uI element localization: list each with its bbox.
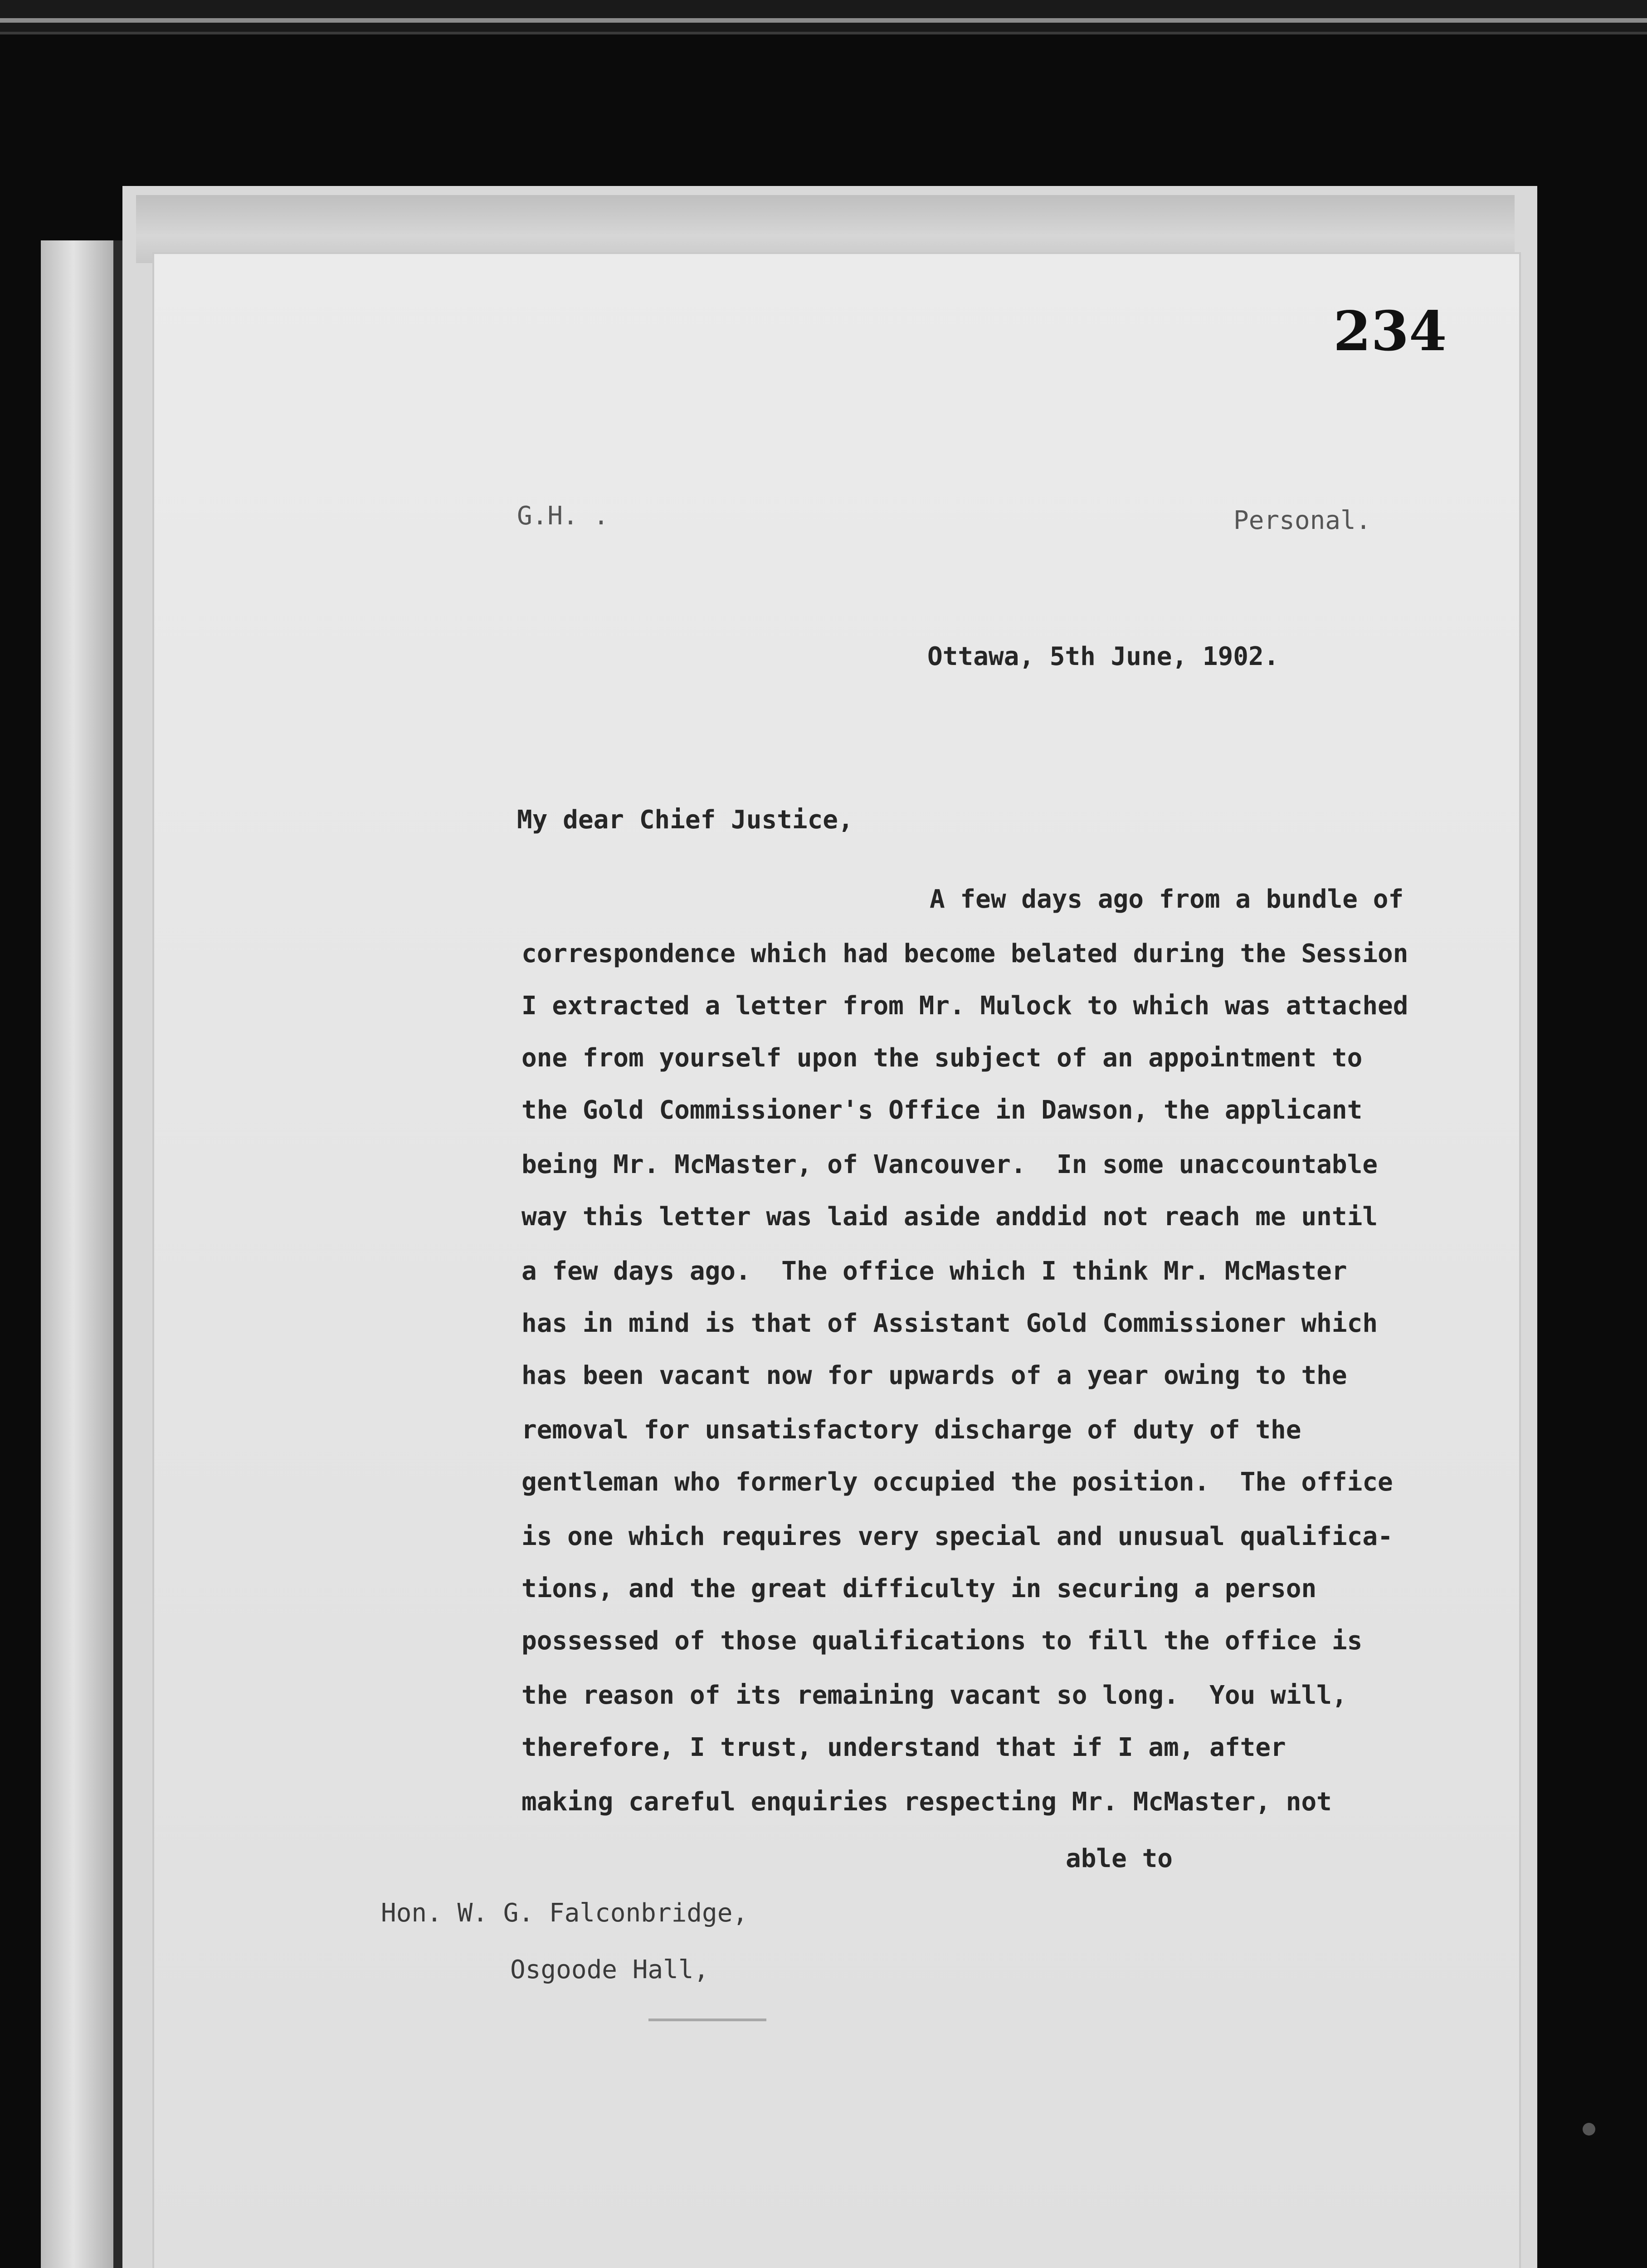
page-fold [136,195,1515,263]
body-line: A few days ago from a bundle of [930,885,1404,914]
film-top-edge [0,0,1647,34]
continuation-catchword: able to [1066,1844,1173,1873]
body-line: possessed of those qualifications to fill the office is [521,1626,1363,1656]
addressee-address: Osgoode Hall, [510,1955,709,1984]
letter-initials: G.H. . [517,501,609,531]
body-line: being Mr. McMaster, of Vancouver. In some unaccountable [521,1150,1378,1179]
edge-spot [1583,2123,1595,2136]
body-line: has in mind is that of Assistant Gold Commissioner which [521,1309,1378,1338]
letter-marking: Personal. [1233,506,1371,535]
body-line: gentleman who formerly occupied the position. The office [521,1467,1393,1497]
body-line: is one which requires very special and unusual qualifica- [521,1522,1393,1551]
binding-spine [41,240,122,2268]
body-line: making careful enquiries respecting Mr. McMaster, not [521,1787,1332,1817]
body-line: one from yourself upon the subject of an appointment to [521,1043,1363,1073]
film-top-strip [0,18,1647,23]
body-line: I extracted a letter from Mr. Mulock to which was attached [521,991,1408,1021]
faint-underline-mark [648,2019,766,2021]
body-line: tions, and the great difficulty in securing a person [521,1574,1317,1603]
body-line: removal for unsatisfactory discharge of duty of the [521,1415,1301,1445]
body-line: the reason of its remaining vacant so long. You will, [521,1681,1347,1710]
letter-dateline: Ottawa, 5th June, 1902. [927,642,1279,671]
body-line: a few days ago. The office which I think Mr. McMaster [521,1256,1347,1286]
addressee-name: Hon. W. G. Falconbridge, [381,1898,748,1928]
letter-salutation: My dear Chief Justice, [517,805,853,835]
body-line: has been vacant now for upwards of a year owing to the [521,1361,1347,1390]
body-line: therefore, I trust, understand that if I am, after [521,1733,1286,1762]
body-line: the Gold Commissioner's Office in Dawson, the applicant [521,1095,1363,1125]
body-line: correspondence which had become belated during the Session [521,939,1408,968]
body-line: way this letter was laid aside anddid not reach me until [521,1202,1378,1232]
page-number: 234 [1333,299,1447,363]
